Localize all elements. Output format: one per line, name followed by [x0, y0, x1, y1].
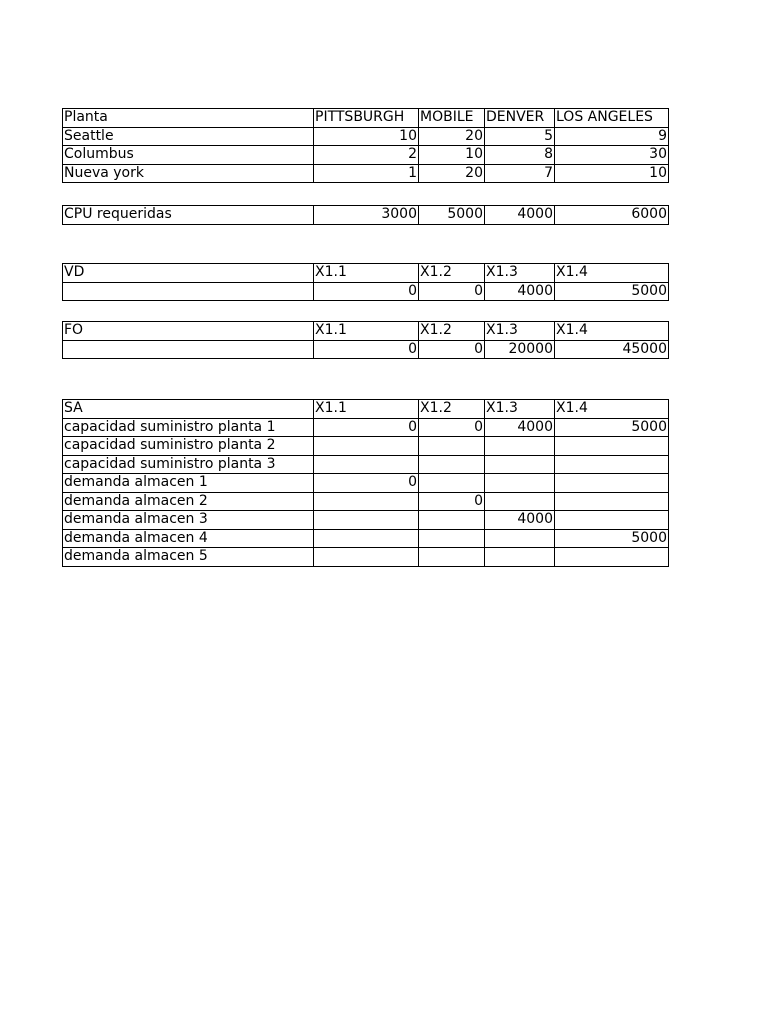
row-label-cell[interactable]: CPU requeridas: [63, 206, 314, 225]
value-cell[interactable]: 4000: [485, 206, 555, 225]
value-cell[interactable]: [419, 437, 485, 456]
table-row: [63, 437, 669, 456]
value-cell[interactable]: 0: [314, 340, 419, 359]
header-cell[interactable]: X1.3: [485, 322, 555, 341]
header-cell[interactable]: X1.1: [314, 322, 419, 341]
value-cell[interactable]: 8: [485, 146, 555, 165]
value-cell[interactable]: [419, 511, 485, 530]
value-cell[interactable]: 0: [419, 282, 485, 301]
header-cell[interactable]: X1.1: [314, 400, 419, 419]
sa-table: [62, 399, 669, 567]
header-cell[interactable]: X1.3: [485, 264, 555, 283]
table-row: [63, 418, 669, 437]
value-cell[interactable]: [314, 437, 419, 456]
header-cell[interactable]: DENVER: [485, 109, 555, 128]
value-cell[interactable]: 20: [419, 127, 485, 146]
value-cell[interactable]: [314, 511, 419, 530]
cpu-required-table: [62, 205, 669, 225]
value-cell[interactable]: 7: [485, 164, 555, 183]
value-cell[interactable]: [485, 529, 555, 548]
table-header-row: [63, 264, 669, 283]
header-cell[interactable]: FO: [63, 322, 314, 341]
value-cell[interactable]: 5: [485, 127, 555, 146]
value-cell[interactable]: [555, 437, 669, 456]
table-row: [63, 511, 669, 530]
row-label-cell[interactable]: capacidad suministro planta 3: [63, 455, 314, 474]
table-row: [63, 455, 669, 474]
table-row: [63, 206, 669, 225]
row-label-cell[interactable]: [63, 340, 314, 359]
table-row: [63, 340, 669, 359]
value-cell[interactable]: 6000: [555, 206, 669, 225]
header-cell[interactable]: X1.4: [555, 264, 669, 283]
table-row: [63, 474, 669, 493]
row-label-cell[interactable]: demanda almacen 4: [63, 529, 314, 548]
value-cell[interactable]: [314, 548, 419, 567]
value-cell[interactable]: 5000: [555, 529, 669, 548]
value-cell[interactable]: 3000: [314, 206, 419, 225]
value-cell[interactable]: [555, 474, 669, 493]
value-cell[interactable]: 1: [314, 164, 419, 183]
value-cell[interactable]: 45000: [555, 340, 669, 359]
value-cell[interactable]: [419, 455, 485, 474]
value-cell[interactable]: [314, 455, 419, 474]
value-cell[interactable]: 0: [419, 492, 485, 511]
header-cell[interactable]: PITTSBURGH: [314, 109, 419, 128]
table-row: [63, 146, 669, 165]
header-cell[interactable]: VD: [63, 264, 314, 283]
value-cell[interactable]: [314, 529, 419, 548]
value-cell[interactable]: [419, 548, 485, 567]
header-cell[interactable]: X1.1: [314, 264, 419, 283]
value-cell[interactable]: 0: [314, 418, 419, 437]
table-row: [63, 127, 669, 146]
header-cell[interactable]: X1.2: [419, 264, 485, 283]
table-row: [63, 164, 669, 183]
value-cell[interactable]: [485, 437, 555, 456]
value-cell[interactable]: [485, 492, 555, 511]
row-label-cell[interactable]: Seattle: [63, 127, 314, 146]
header-cell[interactable]: X1.4: [555, 322, 669, 341]
value-cell[interactable]: [419, 529, 485, 548]
value-cell[interactable]: 20000: [485, 340, 555, 359]
header-cell[interactable]: X1.2: [419, 400, 485, 419]
value-cell[interactable]: [555, 511, 669, 530]
value-cell[interactable]: 5000: [419, 206, 485, 225]
row-label-cell[interactable]: demanda almacen 5: [63, 548, 314, 567]
value-cell[interactable]: 5000: [555, 282, 669, 301]
value-cell[interactable]: [314, 492, 419, 511]
table-header-row: [63, 322, 669, 341]
value-cell[interactable]: 30: [555, 146, 669, 165]
row-label-cell[interactable]: demanda almacen 1: [63, 474, 314, 493]
row-label-cell[interactable]: [63, 282, 314, 301]
cost-table: [62, 108, 669, 183]
header-cell[interactable]: SA: [63, 400, 314, 419]
value-cell[interactable]: 0: [419, 340, 485, 359]
value-cell[interactable]: 0: [314, 282, 419, 301]
header-cell[interactable]: X1.3: [485, 400, 555, 419]
value-cell[interactable]: 4000: [485, 511, 555, 530]
row-label-cell[interactable]: Columbus: [63, 146, 314, 165]
row-label-cell[interactable]: capacidad suministro planta 2: [63, 437, 314, 456]
row-label-cell[interactable]: demanda almacen 2: [63, 492, 314, 511]
header-cell[interactable]: Planta: [63, 109, 314, 128]
row-label-cell[interactable]: Nueva york: [63, 164, 314, 183]
fo-table: [62, 321, 669, 359]
value-cell[interactable]: 10: [555, 164, 669, 183]
header-cell[interactable]: MOBILE: [419, 109, 485, 128]
table-header-row: [63, 400, 669, 419]
value-cell[interactable]: 4000: [485, 418, 555, 437]
header-cell[interactable]: X1.2: [419, 322, 485, 341]
table-row: [63, 548, 669, 567]
header-cell[interactable]: LOS ANGELES: [555, 109, 669, 128]
value-cell[interactable]: 0: [419, 418, 485, 437]
value-cell[interactable]: 5000: [555, 418, 669, 437]
value-cell[interactable]: [555, 548, 669, 567]
value-cell[interactable]: [485, 548, 555, 567]
value-cell[interactable]: 0: [314, 474, 419, 493]
value-cell[interactable]: 10: [419, 146, 485, 165]
row-label-cell[interactable]: capacidad suministro planta 1: [63, 418, 314, 437]
vd-table: [62, 263, 669, 301]
value-cell[interactable]: [485, 455, 555, 474]
value-cell[interactable]: 4000: [485, 282, 555, 301]
value-cell[interactable]: 9: [555, 127, 669, 146]
table-row: [63, 529, 669, 548]
header-cell[interactable]: X1.4: [555, 400, 669, 419]
value-cell[interactable]: 20: [419, 164, 485, 183]
value-cell[interactable]: [485, 474, 555, 493]
value-cell[interactable]: [419, 474, 485, 493]
value-cell[interactable]: [555, 492, 669, 511]
value-cell[interactable]: [555, 455, 669, 474]
row-label-cell[interactable]: demanda almacen 3: [63, 511, 314, 530]
table-header-row: [63, 109, 669, 128]
value-cell[interactable]: 10: [314, 127, 419, 146]
table-row: [63, 282, 669, 301]
value-cell[interactable]: 2: [314, 146, 419, 165]
table-row: [63, 492, 669, 511]
